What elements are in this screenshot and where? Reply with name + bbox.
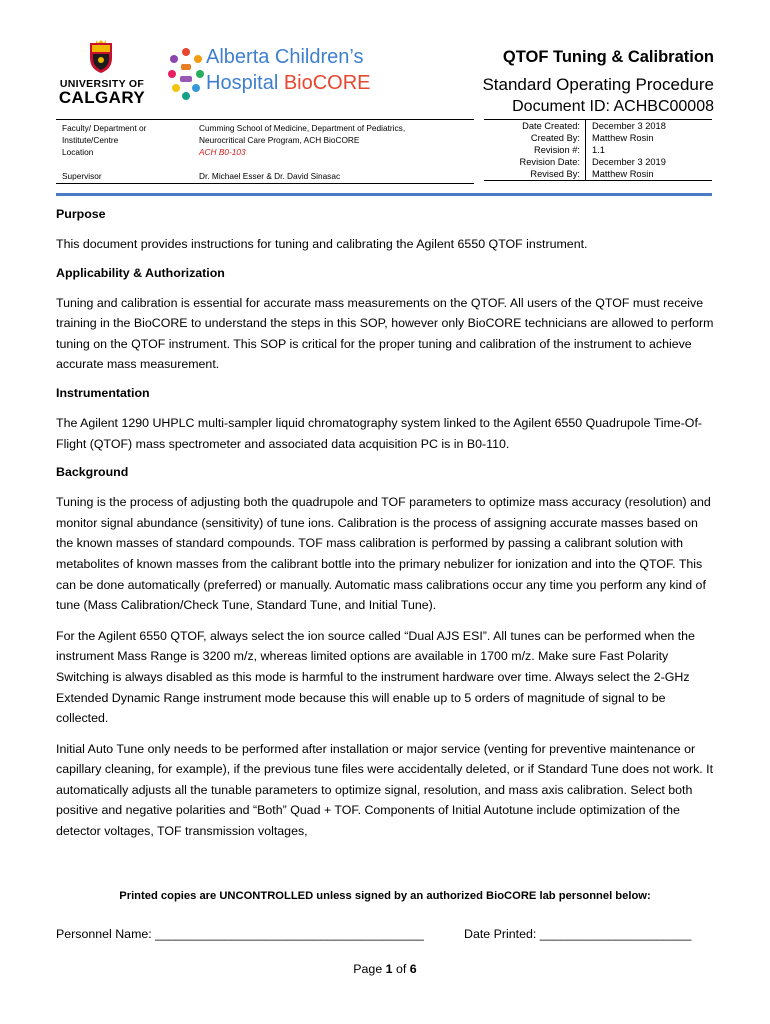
- document-subtitle: Standard Operating Procedure: [482, 75, 714, 94]
- partner-name-line1: Alberta Children’s: [206, 46, 364, 68]
- info-label: Revision #:: [484, 144, 586, 156]
- background-text-1: Tuning is the process of adjusting both the quadrupole and TOF parameters to optimize mass accuracy (resolution) and monitor signal abundance (sensitivity) of tune ions. Calibration is the process of assigning accurate masses based on the known masses of standard compounds. TOF mass calibration is performed by passing a calibrant solution with metabolites of known masses from the calibrant bottle into the primary nebulizer for ionization and into the QTOF. This can be done automatically (preferred) or manually. Automatic mass calibrations occur any time you perform any kind of tune (Mass Calibration/Check Tune, Standard Tune, and Initial Tune).: [56, 495, 711, 613]
- info-label: Institute/Centre: [62, 135, 119, 145]
- info-label: Date Created:: [484, 120, 586, 132]
- pinwheel-people-icon: [168, 46, 204, 104]
- info-label: Revised By:: [484, 168, 586, 180]
- instrumentation-heading: Instrumentation: [56, 385, 150, 400]
- university-of-label: UNIVERSITY OF: [59, 78, 145, 90]
- info-table-left: [56, 119, 474, 184]
- info-value: Dr. Michael Esser & Dr. David Sinasac: [199, 171, 341, 181]
- partner-name-line2: [206, 72, 371, 95]
- page-current: 1: [385, 962, 393, 976]
- info-row-location: [56, 146, 474, 158]
- info-row-supervisor: [56, 170, 474, 182]
- info-label: Revision Date:: [484, 156, 586, 168]
- instrumentation-text: The Agilent 1290 UHPLC multi-sampler liquid chromatography system linked to the Agilent 6550 Quadrupole Time-Of-Flight (QTOF) mass spectrometer and associated data acquisition PC is in B0-110.: [56, 415, 703, 451]
- page-total: 6: [409, 962, 417, 976]
- info-value: December 3 2019: [592, 157, 666, 167]
- personnel-name-line: Personnel Name: _______________________________________: [56, 927, 424, 941]
- info-value: Matthew Rosin: [592, 133, 654, 143]
- info-table-right: [484, 119, 712, 181]
- applicability-heading: Applicability & Authorization: [56, 265, 225, 280]
- uncontrolled-copy-note: Printed copies are UNCONTROLLED unless signed by an authorized BioCORE lab personnel below:: [119, 890, 651, 902]
- date-printed-line: Date Printed: ______________________: [464, 927, 692, 941]
- info-row-revision: [484, 144, 712, 156]
- page-number: [0, 962, 770, 976]
- info-row-faculty: [56, 122, 474, 134]
- partner-hospital-text: Hospital: [206, 72, 284, 94]
- info-value: December 3 2018: [592, 121, 666, 131]
- ach-biocore-logo: [168, 44, 383, 106]
- background-text-3: Initial Auto Tune only needs to be performed after installation or major service (venting for preventive maintenance or capillary cleaning, for example), if the previous tune files were accidentally deleted, or if Standard Tune does not work. It automatically adjusts all the tunable parameters to optimize signal, resolution, and mass axis calibration. Select both positive and negative polarities and “Both” Quad + TOF. Components of Initial Autotune include optimization of the detector voltages, TOF transmission voltages,: [56, 741, 714, 839]
- calgary-label: CALGARY: [58, 88, 146, 107]
- info-value: Neurocritical Care Program, ACH BioCORE: [199, 135, 360, 145]
- location-value: ACH B0-103: [199, 147, 246, 157]
- header-divider: [56, 193, 712, 196]
- page-of: of: [392, 962, 410, 976]
- page-prefix: Page: [353, 962, 386, 976]
- document-title: QTOF Tuning & Calibration: [502, 48, 714, 66]
- document-body: [56, 204, 716, 842]
- university-of-calgary-logo: [56, 40, 148, 112]
- info-label: Supervisor: [62, 171, 102, 181]
- info-row-date-created: [484, 120, 712, 132]
- partner-biocore-text: BioCORE: [283, 72, 371, 94]
- info-value: Matthew Rosin: [592, 169, 654, 179]
- info-label: Created By:: [484, 132, 586, 144]
- info-row-revised-by: [484, 168, 712, 180]
- applicability-text: Tuning and calibration is essential for accurate mass measurements on the QTOF. All users of the QTOF must receive training in the BioCORE to understand the steps in this SOP, however only BioCORE technicians are allowed to perform tuning on the QTOF instrument. This SOP is critical for the proper tuning and calibration of the instrument to achieve accurate mass measurement.: [56, 295, 714, 372]
- purpose-heading: Purpose: [56, 207, 106, 221]
- info-label: Location: [62, 147, 94, 157]
- info-row-created-by: [484, 132, 712, 144]
- background-heading: Background: [56, 465, 129, 480]
- calgary-crest-icon: [88, 40, 114, 74]
- document-id: Document ID: ACHBC00008: [512, 98, 714, 115]
- info-row-institute: [56, 134, 474, 146]
- info-label: Faculty/ Department or: [62, 123, 147, 133]
- purpose-text: This document provides instructions for tuning and calibrating the Agilent 6550 QTOF instrument.: [56, 237, 588, 251]
- info-value: 1.1: [592, 145, 605, 155]
- info-row-revision-date: [484, 156, 712, 168]
- background-text-2: For the Agilent 6550 QTOF, always select the ion source called “Dual AJS ESI”. All tunes can be performed when the instrument Mass Range is 3200 m/z, whereas limited options are available in 1700 m/z. Make sure Fast Polarity Switching is always disabled as this mode is harmful to the instrument hardware over time. Always select the 2-GHz Extended Dynamic Range instrument mode because this will enable up to 5 orders of magnitude of signal to be collected.: [56, 628, 695, 726]
- info-value: Cumming School of Medicine, Department of Pediatrics,: [199, 123, 406, 133]
